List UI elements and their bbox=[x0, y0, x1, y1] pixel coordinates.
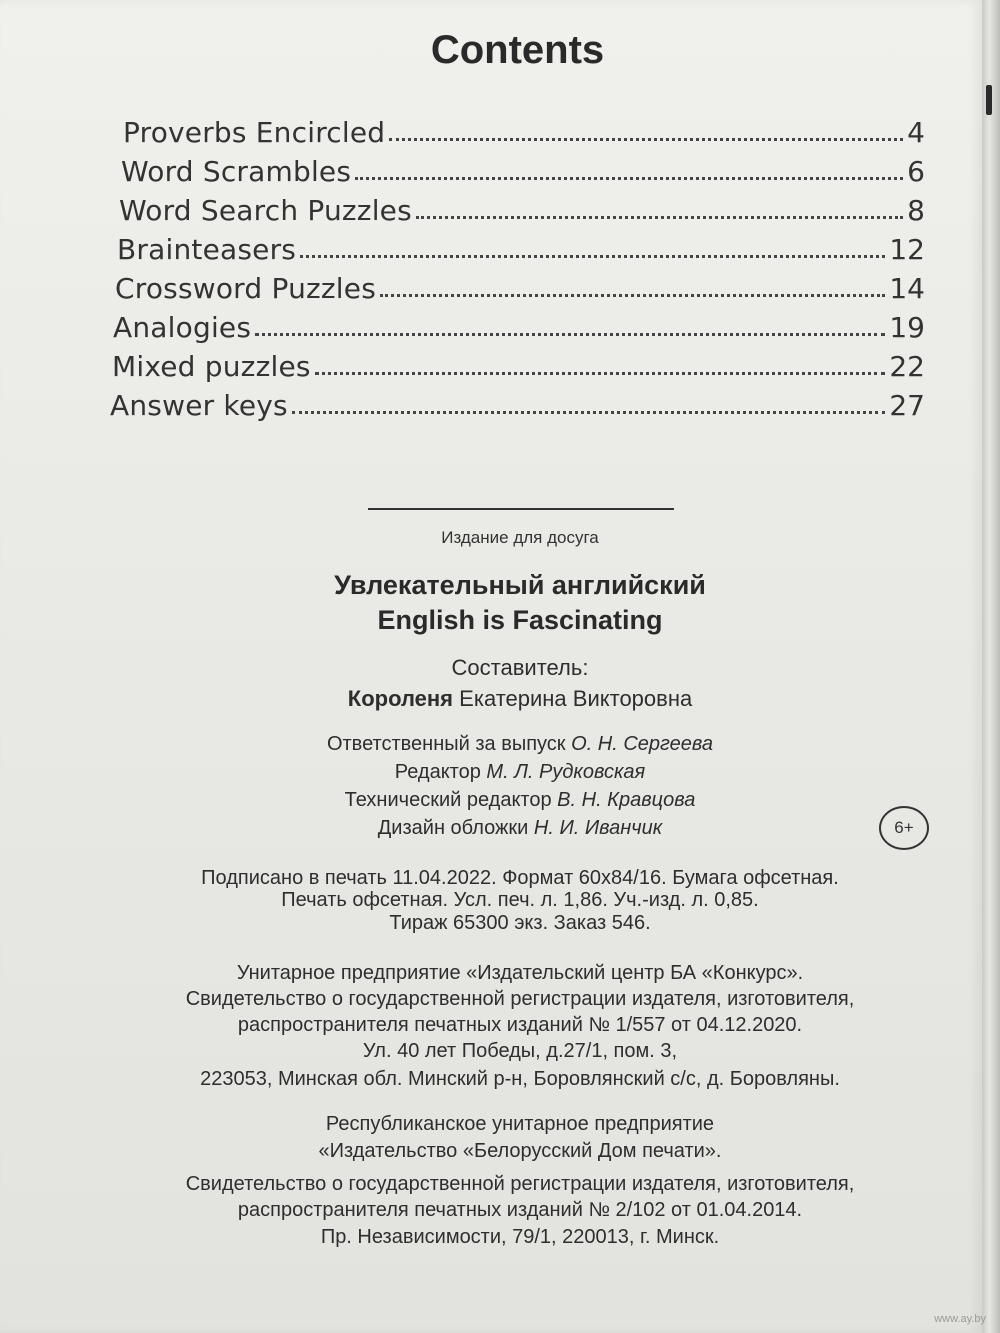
toc-leader-dots bbox=[389, 138, 903, 141]
toc-entry-label: Brainteasers bbox=[117, 233, 297, 266]
compiler-label: Составитель: bbox=[451, 655, 589, 680]
publisher-line: Свидетельство о государственной регистрации издателя, изготовителя, bbox=[185, 988, 855, 1010]
printer-line: Пр. Независимости, 79/1, 220013, г. Минск. bbox=[320, 1226, 720, 1248]
divider-rule bbox=[368, 508, 674, 510]
printer-line: распространителя печатных изданий № 2/102 от 01.04.2014. bbox=[237, 1199, 803, 1221]
credit-role: Технический редактор bbox=[344, 789, 552, 811]
credit-role: Ответственный за выпуск bbox=[326, 733, 566, 755]
publisher-line: распространителя печатных изданий № 1/557 от 04.12.2020. bbox=[237, 1014, 803, 1036]
toc-leader-dots bbox=[315, 372, 886, 375]
toc-entry-page: 19 bbox=[889, 311, 925, 344]
credit-name: М. Л. Рудковская bbox=[486, 761, 646, 783]
credit-line bbox=[0, 733, 1000, 756]
age-rating-badge: 6+ bbox=[879, 806, 929, 850]
toc-entry bbox=[110, 383, 925, 422]
toc-entry bbox=[113, 305, 925, 344]
credit-name: В. Н. Кравцова bbox=[557, 789, 696, 811]
toc-entry bbox=[115, 266, 925, 305]
toc-entry-page: 27 bbox=[889, 389, 925, 422]
publisher-line: 223053, Минская обл. Минский р-н, Боровлянский с/с, д. Боровляны. bbox=[200, 1068, 840, 1090]
toc-entry-page: 8 bbox=[907, 194, 925, 227]
edition-type: Издание для досуга bbox=[441, 528, 599, 547]
book-title-en: English is Fascinating bbox=[377, 605, 663, 635]
toc-entry-label: Mixed puzzles bbox=[112, 350, 311, 383]
toc-entry-label: Word Search Puzzles bbox=[119, 194, 412, 227]
print-info-line: Тираж 65300 экз. Заказ 546. bbox=[389, 912, 651, 934]
toc-entry bbox=[119, 188, 925, 227]
toc-entry bbox=[117, 227, 925, 266]
toc-entry-page: 12 bbox=[889, 233, 925, 266]
credit-role: Редактор bbox=[394, 761, 481, 783]
printer-line: Республиканское унитарное предприятие bbox=[325, 1113, 715, 1135]
toc-entry-page: 6 bbox=[907, 155, 925, 188]
toc-entry-page: 4 bbox=[907, 116, 925, 149]
publisher-line: Ул. 40 лет Победы, д.27/1, пом. 3, bbox=[362, 1040, 678, 1062]
credit-line bbox=[0, 817, 1000, 840]
toc-entry-page: 14 bbox=[889, 272, 925, 305]
toc-leader-dots bbox=[416, 216, 903, 219]
credit-name: О. Н. Сергеева bbox=[571, 733, 714, 755]
toc-entry-label: Crossword Puzzles bbox=[115, 272, 377, 305]
credit-line bbox=[0, 789, 1000, 812]
publisher-line: Унитарное предприятие «Издательский центр БА «Конкурс». bbox=[236, 962, 804, 984]
page-tab-mark bbox=[986, 85, 992, 115]
toc-leader-dots bbox=[355, 177, 903, 180]
toc-entry-label: Word Scrambles bbox=[121, 155, 352, 188]
credit-name: Н. И. Иванчик bbox=[533, 817, 663, 839]
contents-title: Contents bbox=[430, 28, 605, 72]
print-info-line: Подписано в печать 11.04.2022. Формат 60х84/16. Бумага офсетная. bbox=[201, 867, 839, 889]
toc-leader-dots bbox=[380, 294, 885, 297]
printer-line: Свидетельство о государственной регистрации издателя, изготовителя, bbox=[185, 1173, 855, 1195]
toc-leader-dots bbox=[300, 255, 885, 258]
toc-leader-dots bbox=[292, 411, 886, 414]
compiler-name bbox=[0, 686, 1000, 712]
watermark-text: www.ay.by bbox=[934, 1313, 986, 1325]
toc-entry-label: Answer keys bbox=[110, 389, 288, 422]
toc-entry bbox=[112, 344, 925, 383]
printer-line: «Издательство «Белорусский Дом печати». bbox=[318, 1140, 722, 1162]
table-of-contents bbox=[110, 110, 925, 422]
print-info-line: Печать офсетная. Усл. печ. л. 1,86. Уч.-изд. л. 0,85. bbox=[281, 889, 759, 911]
toc-entry-page: 22 bbox=[889, 350, 925, 383]
book-title-ru: Увлекательный английский bbox=[334, 570, 706, 600]
compiler-given-names: Екатерина Викторовна bbox=[459, 686, 693, 711]
toc-entry bbox=[121, 149, 925, 188]
credit-line bbox=[0, 761, 1000, 784]
toc-entry-label: Analogies bbox=[113, 311, 252, 344]
toc-leader-dots bbox=[255, 333, 885, 336]
credit-role: Дизайн обложки bbox=[377, 817, 529, 839]
toc-entry-label: Proverbs Encircled bbox=[123, 116, 386, 149]
compiler-surname: Короленя bbox=[347, 686, 454, 711]
toc-entry bbox=[123, 110, 925, 149]
